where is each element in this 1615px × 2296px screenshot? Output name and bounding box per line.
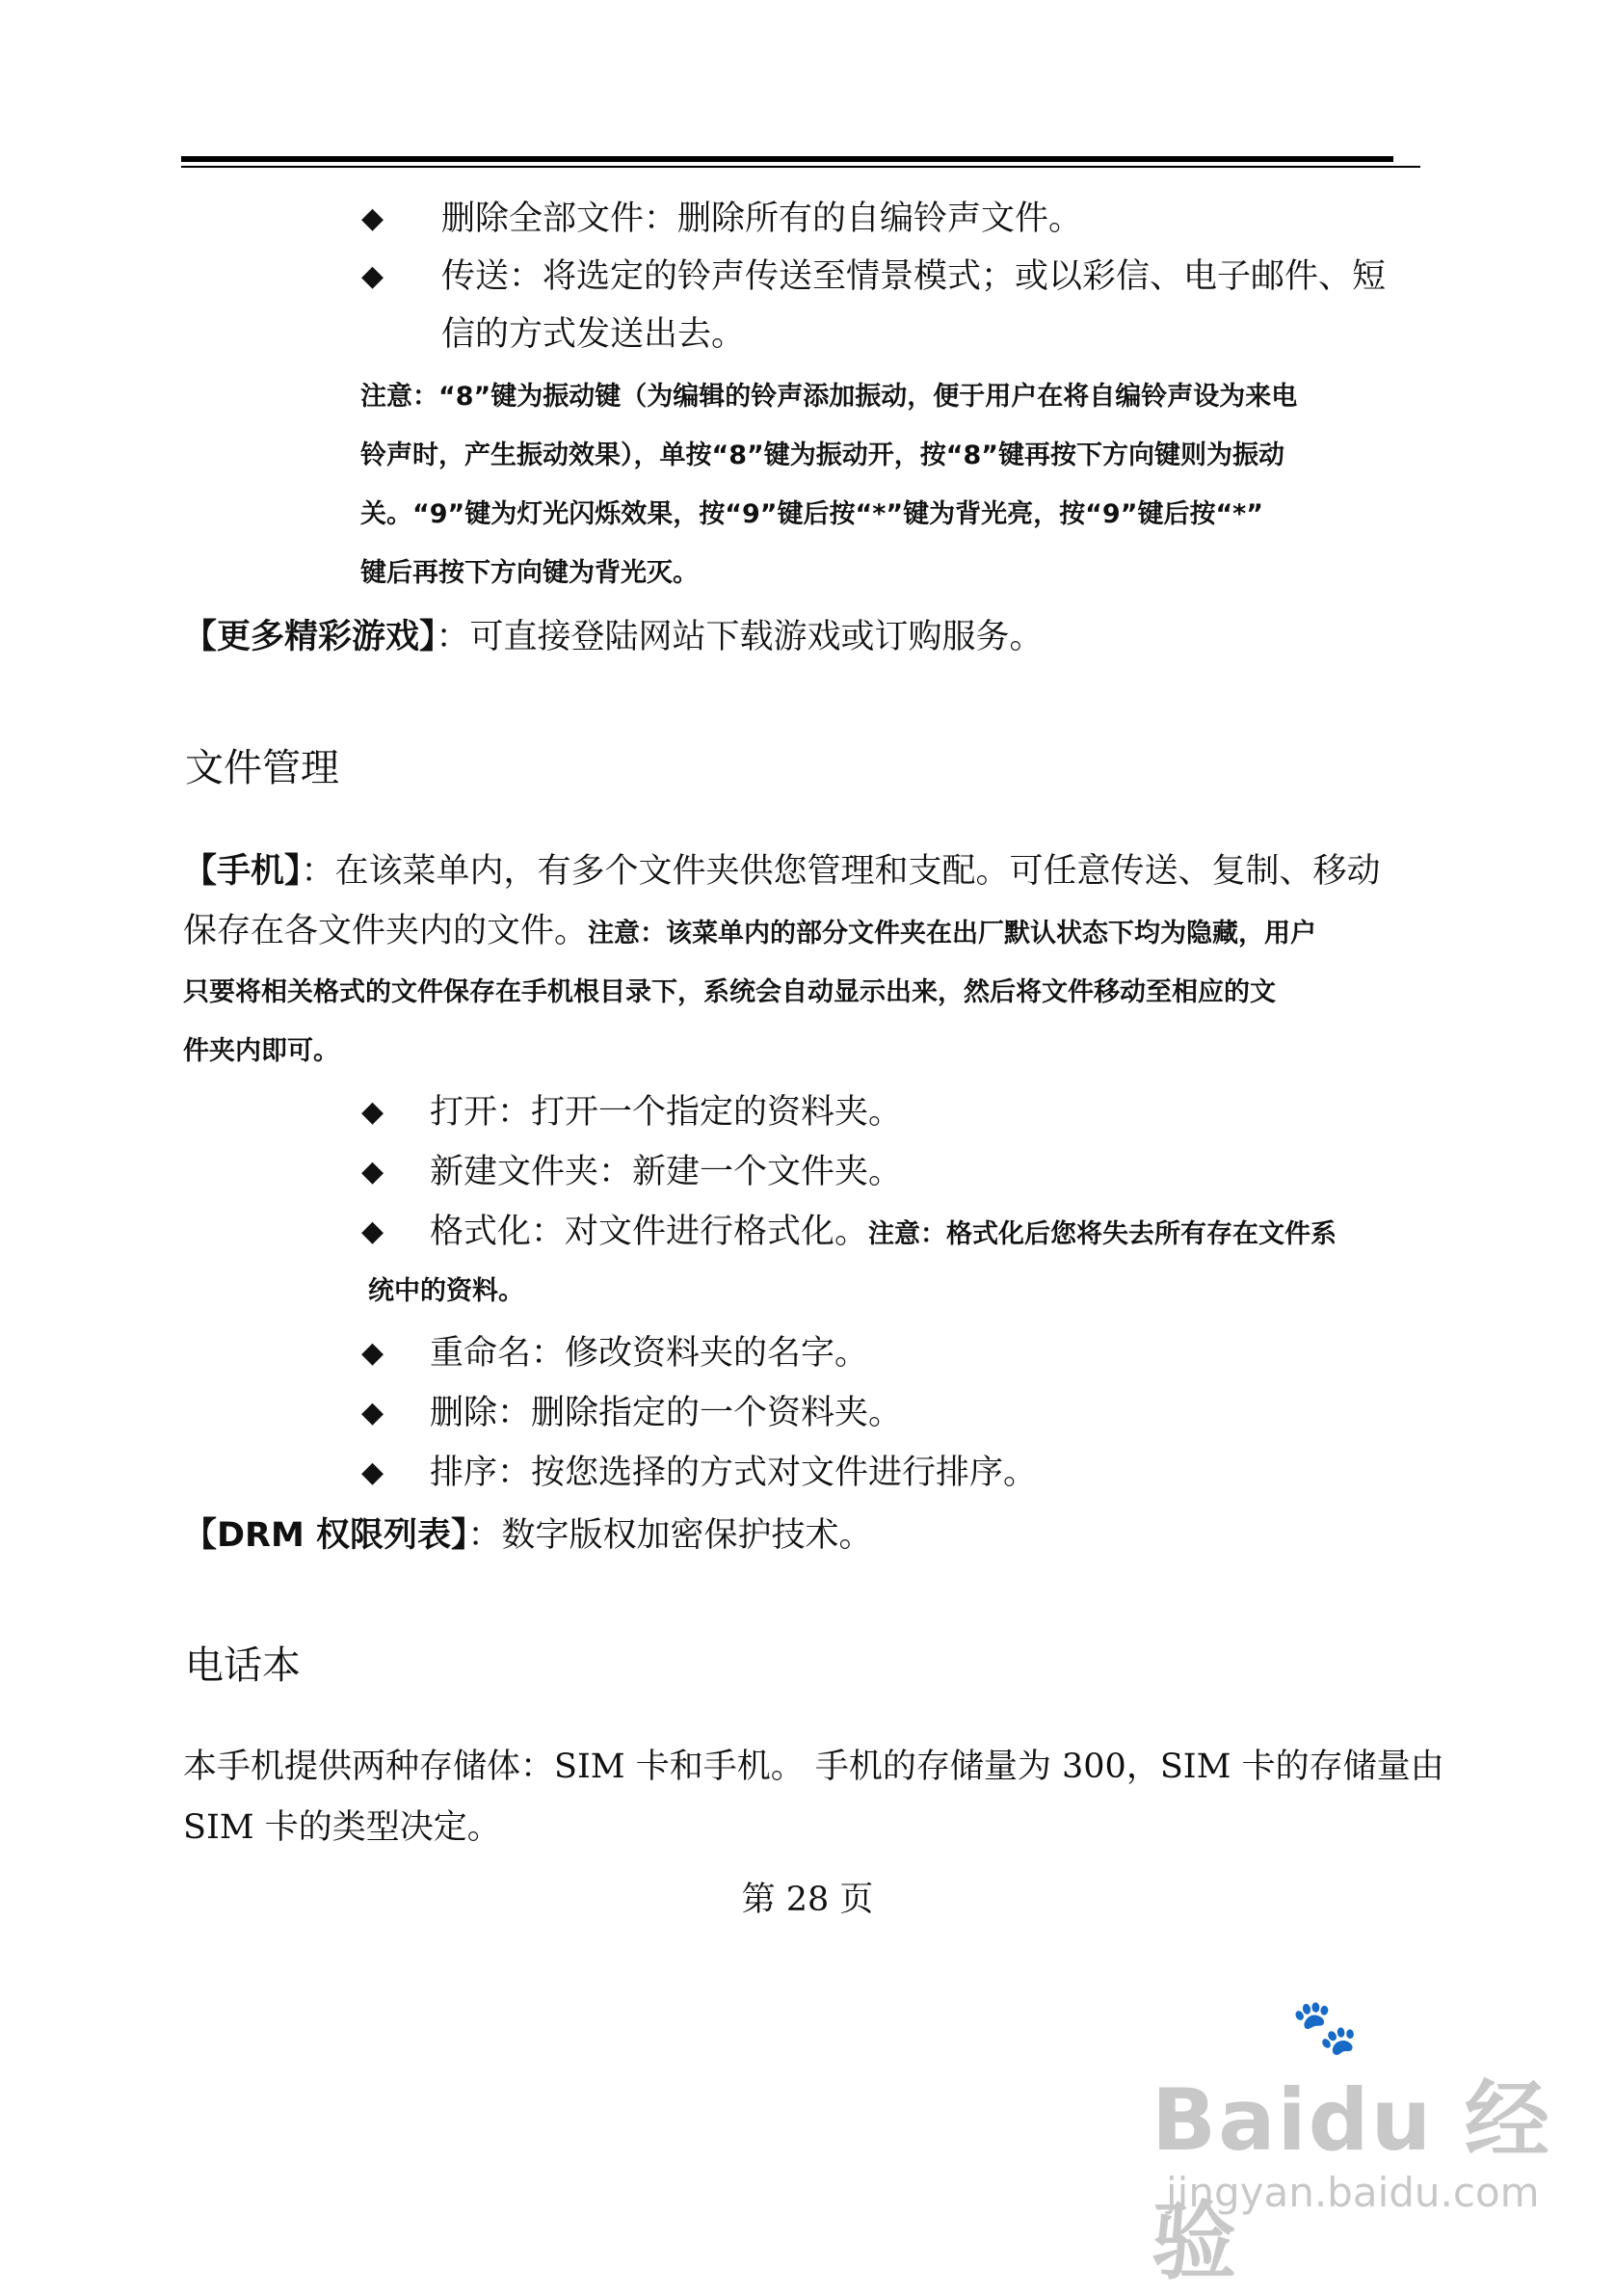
bullet-icon: ◆	[361, 201, 384, 235]
more-games-line	[183, 617, 1044, 657]
list-item: 传送：将选定的铃声传送至情景模式；或以彩信、电子邮件、短	[441, 257, 1387, 296]
note-text: 键后再按下方向键为背光灭。	[360, 558, 699, 588]
list-item: 删除：删除指定的一个资料夹。	[430, 1394, 903, 1432]
phone-text: ：在该菜单内，有多个文件夹供您管理和支配。可任意传送、复制、移动	[301, 852, 1381, 891]
note-text: 注意：“8”键为振动键（为编辑的铃声添加振动，便于用户在将自编铃声设为来电	[360, 382, 1298, 412]
bullet-icon: ◆	[361, 1095, 384, 1129]
bullet-icon: ◆	[361, 1455, 384, 1489]
note-text: 注意：该菜单内的部分文件夹在出厂默认状态下均为隐藏，用户	[588, 919, 1317, 948]
list-item: 删除全部文件：删除所有的自编铃声文件。	[441, 200, 1083, 238]
bullet-icon: ◆	[361, 1336, 384, 1370]
section-heading-phonebook: 电话本	[185, 1643, 301, 1688]
page-number: 第 28 页	[741, 1881, 874, 1919]
list-item: 新建文件夹：新建一个文件夹。	[430, 1153, 903, 1191]
more-games-label: 【更多精彩游戏】	[183, 618, 437, 656]
note-text: 统中的资料。	[368, 1276, 524, 1306]
bullet-icon: ◆	[361, 1396, 384, 1429]
phone-paragraph-line1	[183, 851, 1381, 892]
list-item: 打开：打开一个指定的资料夹。	[430, 1093, 903, 1132]
list-item	[430, 1212, 1337, 1254]
drm-text: ：数字版权加密保护技术。	[467, 1516, 873, 1555]
bullet-icon: ◆	[361, 259, 384, 293]
list-item-text: 格式化：对文件进行格式化。	[430, 1213, 869, 1251]
section-heading-file-management: 文件管理	[185, 746, 339, 790]
phone-paragraph-line2	[183, 911, 1316, 953]
list-item: 排序：按您选择的方式对文件进行排序。	[430, 1454, 1038, 1492]
note-text: 注意：格式化后您将失去所有存在文件系	[868, 1219, 1337, 1249]
paw-icon: 🐾	[1291, 1996, 1359, 2059]
header-rule-thin	[181, 166, 1420, 168]
note-text: 件夹内即可。	[183, 1036, 339, 1066]
bullet-icon: ◆	[361, 1215, 384, 1248]
phonebook-text: 本手机提供两种存储体：SIM 卡和手机。 手机的存储量为 300，SIM 卡的存储量由	[183, 1748, 1444, 1786]
note-text: 只要将相关格式的文件保存在手机根目录下，系统会自动显示出来，然后将文件移动至相应的文	[183, 977, 1276, 1007]
list-item-continued: 信的方式发送出去。	[441, 315, 746, 354]
watermark-url: jingyan.baidu.com	[1166, 2169, 1540, 2216]
phonebook-text: SIM 卡的类型决定。	[183, 1808, 501, 1847]
drm-label: 【DRM 权限列表】	[183, 1516, 468, 1555]
watermark-logo: Baidu 经验	[1152, 2070, 1551, 2291]
bullet-icon: ◆	[361, 1155, 384, 1188]
phone-label: 【手机】	[183, 852, 302, 891]
header-rule-thick	[181, 156, 1393, 162]
more-games-text: ：可直接登陆网站下载游戏或订购服务。	[436, 618, 1044, 656]
note-text: 关。“9”键为灯光闪烁效果，按“9”键后按“*”键为背光亮，按“9”键后按“*”	[360, 499, 1264, 529]
phone-text: 保存在各文件夹内的文件。	[183, 912, 589, 950]
list-item: 重命名：修改资料夹的名字。	[430, 1334, 869, 1373]
drm-line	[183, 1515, 873, 1556]
note-text: 铃声时，产生振动效果），单按“8”键为振动开，按“8”键再按下方向键则为振动	[360, 441, 1285, 470]
